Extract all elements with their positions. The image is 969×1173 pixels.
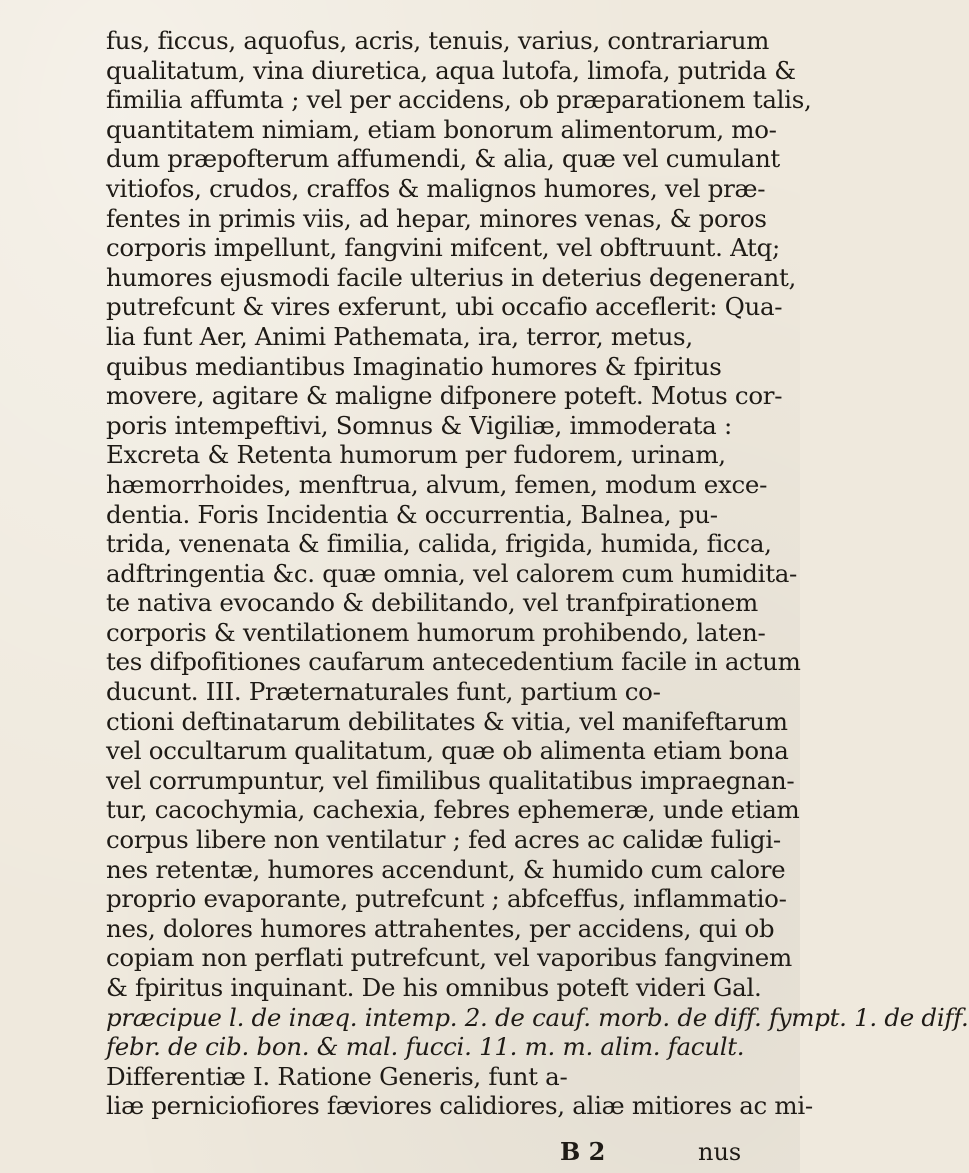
text-line: fus, ficcus, aquofus, acris, tenuis, varius, contrariarum <box>106 26 770 55</box>
text-line: vel occultarum qualitatum, quæ ob alimenta etiam bona <box>106 736 789 766</box>
text-line: liæ perniciofiores fæviores calidiores, aliæ mitiores ac mi- <box>106 1091 813 1121</box>
text-line: nes retentæ, humores accendunt, & humido cum calore <box>106 854 786 884</box>
text-line: putrefcunt & vires exferunt, ubi occafio acceflerit: Qua- <box>106 292 783 322</box>
text-line: qualitatum, vina diuretica, aqua lutofa, limofa, putrida & <box>106 55 796 85</box>
text-line: ctioni deftinatarum debilitates & vitia, vel manifeftarum <box>106 706 788 736</box>
text-line: dum præpofterum affumendi, & alia, quæ vel cumulant <box>106 144 780 174</box>
text-line: vel corrumpuntur, vel fimilibus qualitatibus impraegnan- <box>106 765 795 795</box>
text-line: lia funt Aer, Animi Pathemata, ira, terror, metus, <box>106 321 693 351</box>
text-line: trida, venenata & fimilia, calida, frigida, humida, ficca, <box>106 529 772 559</box>
text-line: adftringentia &c. quæ omnia, vel calorem cum humidita- <box>106 558 798 588</box>
text-line: præcipue l. de inæq. intemp. 2. de cauf. morb. de diff. fympt. 1. de diff. <box>106 1002 969 1032</box>
text-line: tes difpofitiones caufarum antecedentium facile in actum <box>106 647 801 677</box>
text-line: febr. de cib. bon. & mal. fucci. 11. m. m. alim. facult. <box>106 1032 745 1062</box>
text-line: corporis & ventilationem humorum prohibendo, laten- <box>106 617 766 647</box>
main-text-block <box>106 26 969 1121</box>
text-line: humores ejusmodi facile ulterius in deterius degenerant, <box>106 262 797 292</box>
signature-mark: B 2 <box>560 1137 606 1166</box>
text-line: nes, dolores humores attrahentes, per accidens, qui ob <box>106 913 775 943</box>
text-line: movere, agitare & maligne difponere poteft. Motus cor- <box>106 381 783 411</box>
text-line: copiam non perflati putrefcunt, vel vaporibus fangvinem <box>106 943 792 973</box>
text-line: Differentiæ I. Ratione Generis, funt a- <box>106 1061 568 1091</box>
text-line: ducunt. III. Præternaturales funt, partium co- <box>106 677 661 707</box>
text-line: vitiofos, crudos, craffos & malignos humores, vel præ- <box>106 173 766 203</box>
text-line: poris intempeftivi, Somnus & Vigiliæ, immoderata : <box>106 410 732 440</box>
catchword: nus <box>698 1138 742 1166</box>
text-line: dentia. Foris Incidentia & occurrentia, Balnea, pu- <box>106 499 718 529</box>
text-line: fimilia affumta ; vel per accidens, ob præparationem talis, <box>106 85 812 115</box>
text-line: proprio evaporante, putrefcunt ; abfceffus, inflammatio- <box>106 884 787 914</box>
text-line: quantitatem nimiam, etiam bonorum alimentorum, mo- <box>106 114 777 144</box>
text-line: & fpiritus inquinant. De his omnibus poteft videri Gal. <box>106 973 762 1002</box>
text-line: quibus mediantibus Imaginatio humores & fpiritus <box>106 351 722 381</box>
text-line: te nativa evocando & debilitando, vel tranfpirationem <box>106 588 758 618</box>
text-line: Excreta & Retenta humorum per fudorem, urinam, <box>106 440 726 470</box>
text-line: corporis impellunt, fangvini mifcent, vel obftruunt. Atq; <box>106 233 780 263</box>
text-line: fentes in primis viis, ad hepar, minores venas, & poros <box>106 203 767 233</box>
text-line: tur, cacochymia, cachexia, febres ephemeræ, unde etiam <box>106 795 800 825</box>
text-line: hæmorrhoides, menftrua, alvum, femen, modum exce- <box>106 469 768 499</box>
text-line: corpus libere non ventilatur ; fed acres ac calidæ fuligi- <box>106 825 781 855</box>
